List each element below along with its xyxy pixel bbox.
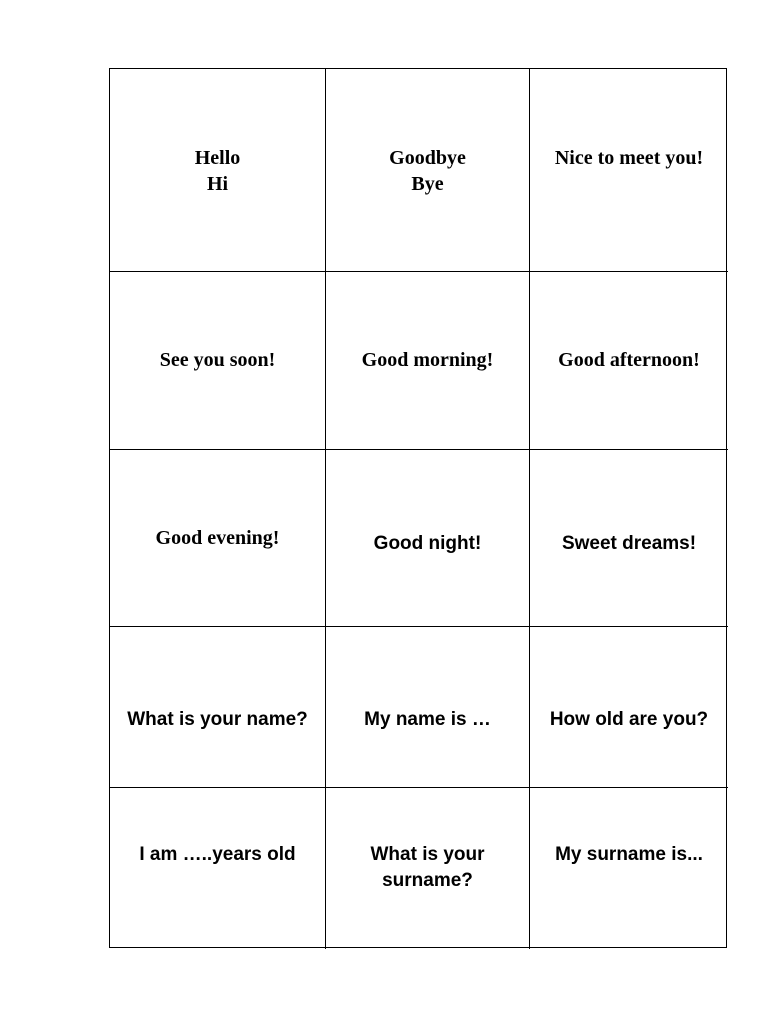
card-cell: [530, 69, 728, 272]
flashcard-table: [109, 68, 727, 948]
card-text: My surname is...: [555, 844, 703, 865]
card-text: Good morning!: [361, 349, 494, 371]
card-cell: [110, 450, 326, 627]
card-text: Good evening!: [155, 527, 280, 549]
card-cell: [110, 69, 326, 272]
card-cell: [110, 788, 326, 949]
card-text: What is your surname?: [370, 844, 485, 891]
card-cell: [326, 69, 530, 272]
card-cell: [326, 788, 530, 949]
card-cell: [530, 627, 728, 788]
card-text: Good night!: [373, 533, 482, 554]
card-cell: [326, 272, 530, 450]
card-text: My name is …: [364, 709, 491, 730]
card-cell: [110, 272, 326, 450]
card-text: I am …..years old: [139, 844, 296, 865]
card-text: See you soon!: [159, 349, 276, 371]
card-cell: [326, 627, 530, 788]
card-cell: [530, 272, 728, 450]
card-text: How old are you?: [549, 709, 709, 730]
card-text: Goodbye Bye: [389, 147, 466, 195]
card-text: What is your name?: [127, 709, 308, 730]
card-cell: [530, 788, 728, 949]
card-cell: [530, 450, 728, 627]
card-cell: [110, 627, 326, 788]
card-text: Nice to meet you!: [554, 147, 704, 169]
card-text: Sweet dreams!: [561, 533, 697, 554]
card-text: Hello Hi: [194, 147, 241, 195]
card-text: Good afternoon!: [558, 349, 700, 371]
card-cell: [326, 450, 530, 627]
